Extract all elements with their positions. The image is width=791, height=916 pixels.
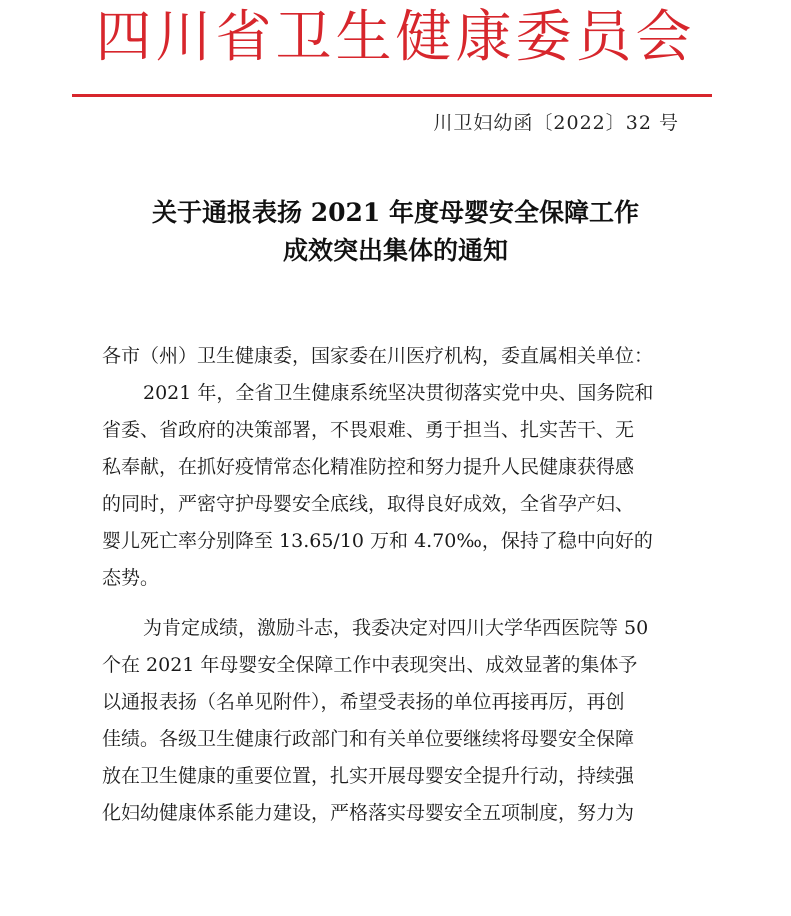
document-title <box>0 194 791 270</box>
paragraph-2-line: 为肯定成绩，激励斗志，我委决定对四川大学华西医院等 50 <box>143 617 649 639</box>
paragraph-1-line: 婴儿死亡率分别降至 13.65/10 万和 4.70‰，保持了稳中向好的 <box>102 530 653 552</box>
agency-letterhead: 四川省卫生健康委员会 <box>95 5 696 70</box>
document-body <box>102 338 714 832</box>
paragraph-2-line: 个在 2021 年母婴安全保障工作中表现突出、成效显著的集体予 <box>102 654 638 676</box>
paragraph-2-line: 化妇幼健康体系能力建设，严格落实母婴安全五项制度，努力为 <box>102 802 635 824</box>
paragraph-1-line: 省委、省政府的决策部署，不畏艰难、勇于担当、扎实苦干、无 <box>102 419 635 441</box>
title-line-1: 关于通报表扬 2021 年度母婴安全保障工作 <box>152 198 639 227</box>
salutation: 各市（州）卫生健康委，国家委在川医疗机构，委直属相关单位： <box>102 345 654 367</box>
paragraph-1-line: 2021 年，全省卫生健康系统坚决贯彻落实党中央、国务院和 <box>143 382 654 404</box>
paragraph-1-line: 私奉献，在抓好疫情常态化精准防控和努力提升人民健康获得感 <box>102 456 635 478</box>
document-number: 川卫妇幼函〔2022〕32 号 <box>433 112 679 134</box>
paragraph-1-line: 的同时，严密守护母婴安全底线，取得良好成效，全省孕产妇、 <box>102 493 635 515</box>
letterhead-red-rule <box>72 94 712 97</box>
paragraph-1-line: 态势。 <box>102 567 160 589</box>
paragraph-2-line: 放在卫生健康的重要位置，扎实开展母婴安全提升行动，持续强 <box>102 765 635 787</box>
paragraph-2-line: 佳绩。各级卫生健康行政部门和有关单位要继续将母婴安全保障 <box>102 728 635 750</box>
title-line-2: 成效突出集体的通知 <box>282 236 508 265</box>
paragraph-2-line: 以通报表扬（名单见附件），希望受表扬的单位再接再厉，再创 <box>102 691 625 713</box>
